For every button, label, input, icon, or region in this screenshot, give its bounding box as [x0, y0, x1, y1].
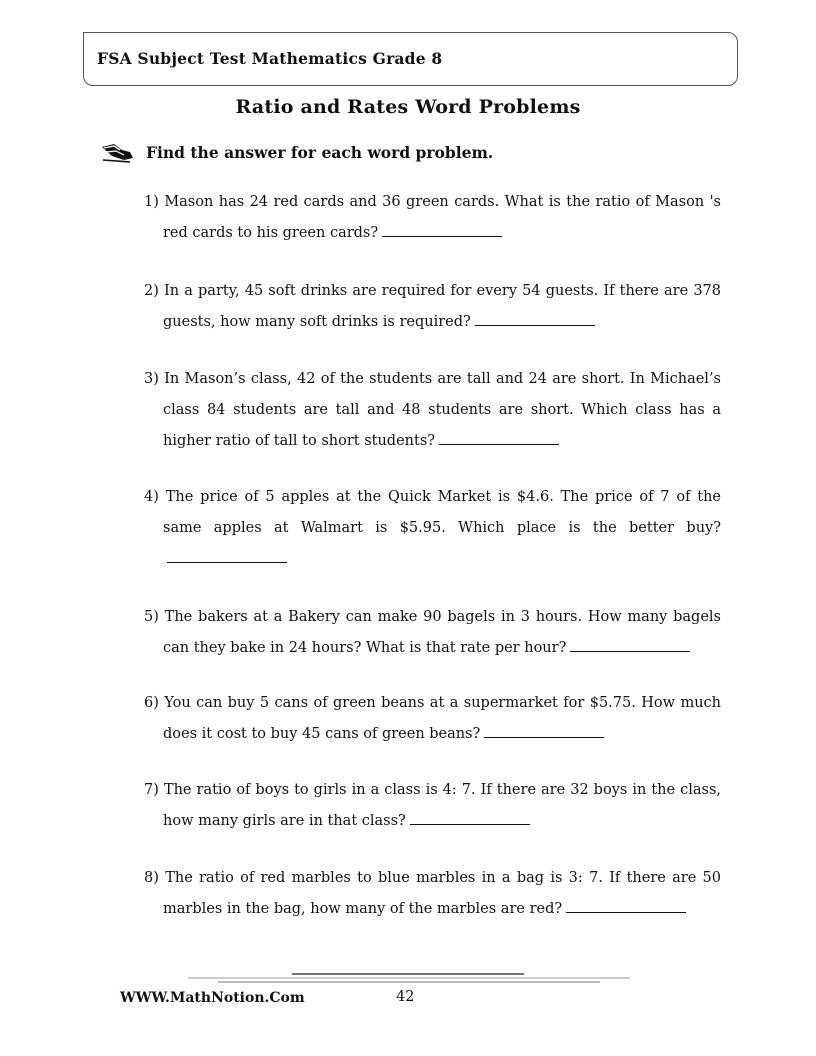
problem-text: The ratio of boys to girls in a class is 4: 7. If there are 32 boys in the class, how many girls are in that class? [163, 782, 722, 829]
problem-number: 7) [144, 782, 159, 798]
problem-number: 2) [144, 283, 159, 299]
problem-text: The bakers at a Bakery can make 90 bagels in 3 hours. How many bagels can they bake in 24 hours? What is that rate per hour? [163, 609, 721, 656]
header-title: FSA Subject Test Mathematics Grade 8 [97, 49, 443, 68]
problem-number: 3) [144, 371, 159, 387]
page-number: 42 [396, 989, 415, 1005]
problem-text: You can buy 5 cans of green beans at a supermarket for $5.75. How much does it cost to buy 45 cans of green beans? [163, 695, 722, 742]
problem-number: 6) [144, 695, 159, 711]
problem-number: 5) [144, 609, 159, 625]
problem-number: 1) [144, 194, 159, 210]
problem-number: 4) [144, 489, 159, 505]
problem-text: Mason has 24 red cards and 36 green cards. What is the ratio of Mason 's red cards to his green cards? [163, 194, 721, 241]
footer-url[interactable]: WWW.MathNotion.Com [120, 990, 305, 1006]
page-title: Ratio and Rates Word Problems [235, 96, 581, 118]
problem-text: The price of 5 apples at the Quick Market is $4.6. The price of 7 of the same apples at Walmart is $5.95. Which place is the better buy? [163, 489, 722, 536]
problem-text: The ratio of red marbles to blue marbles in a bag is 3: 7. If there are 50 marbles in the bag, how many of the marbles are red? [163, 870, 722, 917]
problem-text: In a party, 45 soft drinks are required for every 54 guests. If there are 378 guests, how many soft drinks is required? [163, 283, 721, 330]
problem-number: 8) [144, 870, 159, 886]
problem-text: In Mason’s class, 42 of the students are tall and 24 are short. In Michael’s class 84 students are tall and 48 students are short. Which class has a higher ratio of tall to short students? [163, 371, 721, 449]
instruction: Find the answer for each word problem. [146, 143, 494, 162]
